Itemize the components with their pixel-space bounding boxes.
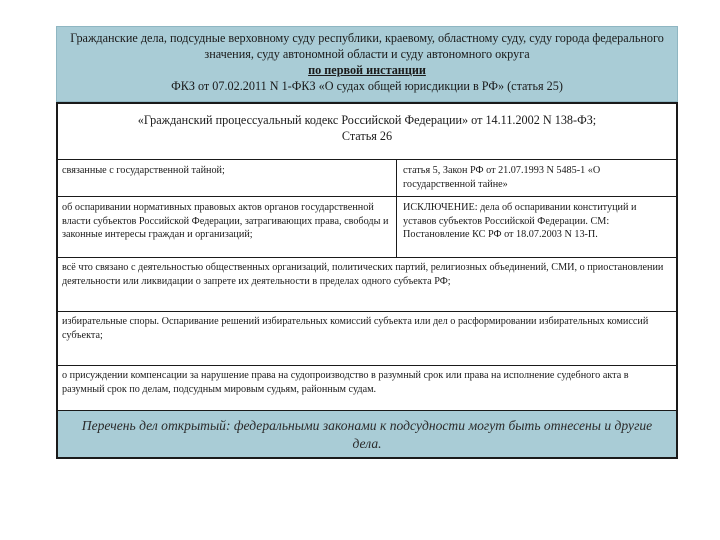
header-title: Гражданские дела, подсудные верховному суду республики, краевому, областному суду, суду города федерального значения, суду автономной области и суду автономного округа (70, 31, 664, 61)
header-box (56, 26, 678, 102)
table-row (58, 160, 676, 197)
row-left-cell: об оспаривании нормативных правовых актов органов государственной власти субъектов Российской Федерации, затрагивающих права, свободы и законные интересы граждан и организаций; (58, 197, 397, 257)
table-row (58, 197, 676, 258)
header-instance: по первой инстанции (308, 63, 426, 77)
slide (56, 26, 678, 459)
intro-article: Статья 26 (341, 129, 393, 143)
intro-cell (58, 104, 676, 160)
row-left-cell: связанные с государственной тайной; (58, 160, 397, 196)
intro-code-title: «Гражданский процессуальный кодекс Российской Федерации» от 14.11.2002 N 138-ФЗ; (137, 113, 597, 127)
header-law-reference: ФКЗ от 07.02.2011 N 1-ФКЗ «О судах общей юрисдикции в РФ» (статья 25) (171, 79, 563, 93)
wide-row: о присуждении компенсации за нарушение права на судопроизводство в разумный срок или права на исполнение судебного акта в разумный срок по делам, подсудным мировым судьям, районным судам. (58, 366, 676, 411)
wide-row: избирательные споры. Оспаривание решений избирательных комиссий субъекта или дел о расформировании избирательных комиссий субъекта; (58, 312, 676, 366)
footer-note: Перечень дел открытый: федеральными законами к подсудности могут быть отнесены и другие дела. (58, 411, 676, 457)
content-table (56, 102, 678, 459)
wide-row: всё что связано с деятельностью общественных организаций, политических партий, религиозных объединений, СМИ, о приостановлении деятельности или ликвидации о запрете их деятельности в пределах одного субъекта РФ; (58, 258, 676, 312)
row-right-cell: статья 5, Закон РФ от 21.07.1993 N 5485-1 «О государственной тайне» (403, 165, 601, 190)
row-right-cell: ИСКЛЮЧЕНИЕ: дела об оспаривании конституций и уставов субъектов Российской Федерации. СМ: Постановление КС РФ от 18.07.2003 N 13-П. (403, 202, 637, 240)
